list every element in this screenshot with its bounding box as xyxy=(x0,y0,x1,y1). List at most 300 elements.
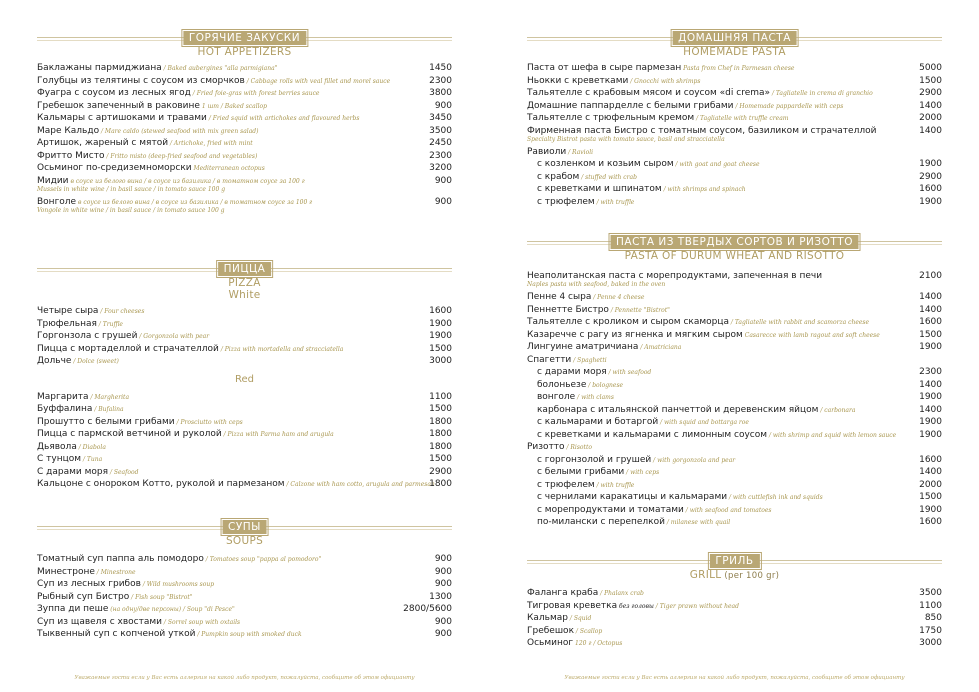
menu-item xyxy=(37,428,452,441)
item-description: / Four cheeses xyxy=(98,308,145,315)
menu-item xyxy=(37,603,452,616)
item-description: / with gorgonzola and pear xyxy=(651,456,736,464)
menu-item xyxy=(527,637,942,650)
item-description: / Tagliatelle with rabbit and scamorza cheese xyxy=(729,319,870,326)
item-description: / Bufalina xyxy=(92,406,124,413)
item-description: / milanese with quail xyxy=(664,519,731,526)
item-name: Вонголе xyxy=(37,196,77,207)
item-description: Casarecce with lamb ragout and soft cheese xyxy=(742,331,880,339)
item-description: / Squid xyxy=(567,615,592,622)
item-name: с белыми грибами xyxy=(537,467,625,477)
item-name: Дьявола xyxy=(37,441,77,452)
menu-item xyxy=(37,100,452,113)
item-price: 1750 xyxy=(919,625,942,636)
item-price: 900 xyxy=(434,616,452,627)
menu-item xyxy=(527,625,942,638)
item-description: Pasta from Chef in Parmesan cheese xyxy=(681,65,795,72)
pizza-white-label: White xyxy=(228,289,261,301)
item-name: Пицца с мортаделлой и страчателлой xyxy=(37,343,219,354)
item-description: / Prosciutto with ceps xyxy=(174,418,243,426)
menu-item xyxy=(37,175,452,196)
item-name: Гребешок xyxy=(527,625,575,636)
menu-item xyxy=(37,162,452,175)
item-price: 2300 xyxy=(429,75,452,86)
item-name: с чернилами каракатицы и кальмарами xyxy=(537,492,728,502)
menu-list xyxy=(527,270,942,529)
menu-item xyxy=(527,441,942,454)
section-subtitle: PASTA OF DURUM WHEAT AND RISOTTO xyxy=(624,250,845,262)
left-page xyxy=(0,0,489,692)
item-price: 1900 xyxy=(919,196,942,207)
item-name: Трюфельная xyxy=(37,318,97,329)
item-price: 1450 xyxy=(429,63,452,73)
item-name: с дарами моря xyxy=(537,367,607,377)
item-name: Осьминог по-средиземноморски xyxy=(37,163,192,173)
item-name: Суп из лесных грибов xyxy=(37,579,141,589)
item-price: 850 xyxy=(924,613,942,623)
menu-item xyxy=(37,553,452,566)
item-description: / Tomatoes soup "pappa al pomodoro" xyxy=(203,556,322,563)
item-name: по-милански с перепелкой xyxy=(537,517,665,527)
item-price: 2000 xyxy=(919,113,942,123)
item-name: с козленком и козьим сыром xyxy=(537,159,674,169)
item-description: / Artichoke, fried with mint xyxy=(168,140,253,147)
item-name: с креветками и кальмарами с лимонным соусом xyxy=(537,429,768,440)
item-name: Паста от шефа в сыре пармезан xyxy=(527,63,682,73)
allergy-footer-note: Уважаемые гости если у Вас есть аллергия на какой либо продукт, пожалуйста, сообщите об этом официанту xyxy=(74,675,415,681)
item-price: 3200 xyxy=(429,163,452,173)
menu-item xyxy=(37,566,452,579)
menu-item xyxy=(37,112,452,125)
item-name: Пенне 4 сыра xyxy=(527,292,592,302)
item-description: Mediterranean octopus xyxy=(191,165,265,172)
section-hot-appetizers xyxy=(37,31,452,217)
menu-item xyxy=(37,150,452,163)
menu-item xyxy=(527,87,942,100)
item-name: Кальмары с артишоками и травами xyxy=(37,113,207,123)
item-price: 900 xyxy=(434,175,452,186)
item-name: Минестроне xyxy=(37,566,95,577)
item-name: Суп из щавеля с хвостами xyxy=(37,616,163,627)
item-price: 1900 xyxy=(919,429,942,440)
menu-item xyxy=(37,343,452,356)
menu-list xyxy=(527,587,942,650)
item-name: Четыре сыра xyxy=(37,306,99,316)
item-name: Равиоли xyxy=(527,146,567,157)
item-price: 3500 xyxy=(919,588,942,598)
item-description-en: Vongole in white wine / in basil sauce / in tomato sauce 100 g xyxy=(37,206,225,214)
menu-item xyxy=(527,125,942,146)
item-price: 1600 xyxy=(919,317,942,327)
item-description: в соусе из белого вина / в соусе из базилика / в томатном соусе за 100 г xyxy=(68,177,305,185)
item-price: 1400 xyxy=(919,404,942,415)
menu-item xyxy=(527,379,942,392)
menu-item xyxy=(37,355,452,368)
item-price: 2900 xyxy=(919,88,942,98)
item-price: 1500 xyxy=(429,454,452,464)
section-title: ПАСТА ИЗ ТВЕРДЫХ СОРТОВ И РИЗОТТО xyxy=(610,235,859,249)
menu-item xyxy=(527,341,942,354)
section-header xyxy=(37,262,452,276)
item-price: 2300 xyxy=(919,367,942,377)
menu-item xyxy=(37,416,452,429)
section-pizza xyxy=(37,262,452,491)
menu-item xyxy=(527,146,942,159)
menu-item xyxy=(527,100,942,113)
menu-list xyxy=(37,62,452,217)
item-name: Маре Кальдо xyxy=(37,125,100,136)
item-price: 1400 xyxy=(919,100,942,111)
item-name: с морепродуктами и томатами xyxy=(537,504,684,515)
menu-list xyxy=(37,553,452,641)
menu-item xyxy=(527,291,942,304)
menu-item xyxy=(527,316,942,329)
section-subtitle xyxy=(527,569,942,582)
item-description: / Seafood xyxy=(108,468,139,476)
menu-item xyxy=(527,304,942,317)
item-name: Осьминог xyxy=(527,638,574,648)
item-description: / Tagliatelle with truffle cream xyxy=(694,115,789,122)
item-price: 900 xyxy=(434,629,452,639)
item-description: / with shrimp and squid with lemon sauce xyxy=(767,431,897,439)
item-name: Фирменная паста Бистро с томатным соусом, базиликом и страчателлой xyxy=(527,125,877,136)
menu-item xyxy=(527,516,942,529)
item-description: / Phalanx crab xyxy=(598,590,644,597)
item-price: 1600 xyxy=(919,517,942,527)
menu-item xyxy=(527,404,942,417)
item-price: 1900 xyxy=(919,159,942,169)
item-description: / with seafood and tomatoes xyxy=(683,506,772,514)
item-name: Маргарита xyxy=(37,391,89,402)
menu-item xyxy=(527,366,942,379)
item-description: / Cabbage rolls with veal fillet and morel sauce xyxy=(244,77,391,85)
item-price: 1800 xyxy=(429,441,452,452)
item-price: 1400 xyxy=(919,379,942,390)
item-name: Тыквенный суп с копченой уткой xyxy=(37,629,196,639)
item-price: 1400 xyxy=(919,292,942,302)
item-price: 1500 xyxy=(919,75,942,86)
item-description-en: Mussels in white wine / in basil sauce / in tomato sauce 100 g xyxy=(37,185,226,193)
item-price: 1500 xyxy=(429,404,452,414)
item-description: / Minestrone xyxy=(94,568,136,576)
item-price: 1900 xyxy=(429,331,452,341)
item-description: (на одну/две персоны) / Soup "di Pesce" xyxy=(108,606,235,613)
section-durum-pasta xyxy=(527,235,942,529)
section-title: СУПЫ xyxy=(222,520,267,534)
item-description: / with truffle xyxy=(594,198,635,206)
item-description: / stuffed with crab xyxy=(579,173,637,181)
menu-item xyxy=(37,591,452,604)
item-name: Баклажаны пармиджиана xyxy=(37,63,162,73)
item-description: / Homemade pappardelle with ceps xyxy=(733,102,844,110)
item-description: / carbonara xyxy=(818,406,856,414)
item-description: / Truffle xyxy=(96,320,123,328)
item-price: 1900 xyxy=(919,417,942,427)
item-name: Тальятелле с крабовым мясом и соусом «di crema» xyxy=(527,88,771,98)
menu-item xyxy=(37,318,452,331)
item-description: / with shrimps and spinach xyxy=(661,186,746,193)
item-price: 1900 xyxy=(919,392,942,402)
section-subtitle: PIZZA xyxy=(228,277,261,289)
item-name: болоньезе xyxy=(537,379,587,390)
item-name: Дольче xyxy=(37,356,72,366)
menu-item xyxy=(527,454,942,467)
item-price: 900 xyxy=(434,566,452,577)
menu-item xyxy=(527,75,942,88)
menu-item xyxy=(527,391,942,404)
section-grill xyxy=(527,554,942,650)
item-description: / with clams xyxy=(575,394,614,401)
item-price: 1800 xyxy=(429,479,452,489)
item-price: 2900 xyxy=(919,171,942,182)
item-name: Лингуине аматричиана xyxy=(527,342,639,352)
menu-item xyxy=(527,62,942,75)
menu-item xyxy=(37,125,452,138)
item-description: / Margherita xyxy=(88,393,130,401)
menu-item xyxy=(37,466,452,479)
item-description: / Wild mushrooms soup xyxy=(140,581,215,588)
item-name: карбонара с итальянской панчеттой и деревенским яйцом xyxy=(537,404,819,415)
item-description: / Sorrel soup with oxtails xyxy=(162,618,241,626)
menu-item xyxy=(527,183,942,196)
item-price: 900 xyxy=(434,554,452,564)
item-description: / with goat and goat cheese xyxy=(673,161,760,168)
item-name: Фуагра с соусом из лесных ягод xyxy=(37,88,191,98)
menu-item xyxy=(527,491,942,504)
item-name: с креветками и шпинатом xyxy=(537,184,662,194)
pizza-red-label: Red xyxy=(235,373,254,385)
item-name: Казаречче с рагу из ягненка и мягким сыром xyxy=(527,329,743,340)
menu-item xyxy=(527,158,942,171)
menu-item xyxy=(527,270,942,291)
item-name: С дарами моря xyxy=(37,466,109,477)
grill-subtitle-note: (per 100 gr) xyxy=(721,571,780,581)
item-price: 3450 xyxy=(429,113,452,123)
item-description: / with cuttlefish ink and squids xyxy=(727,494,823,501)
item-description: / Penne 4 cheese xyxy=(591,294,645,301)
section-header xyxy=(37,520,452,534)
section-header xyxy=(527,235,942,249)
item-price: 2300 xyxy=(429,150,452,161)
menu-item xyxy=(37,453,452,466)
item-description: / Pumpkin soup with smoked duck xyxy=(195,631,302,638)
right-page xyxy=(490,0,979,692)
menu-list xyxy=(527,62,942,208)
section-title: ГОРЯЧИЕ ЗАКУСКИ xyxy=(183,31,306,45)
item-price: 2800/5600 xyxy=(403,604,452,614)
menu-item xyxy=(37,578,452,591)
item-description: / Pizza with Parma ham and arugula xyxy=(221,431,334,438)
item-name: Гребешок запеченный в раковине xyxy=(37,100,200,111)
item-description: / Gnocchi with shrimps xyxy=(628,77,701,85)
menu-item xyxy=(37,391,452,404)
item-name: Кальмар xyxy=(527,613,568,623)
item-name: с горгонзолой и грушей xyxy=(537,454,652,465)
menu-item xyxy=(37,330,452,343)
item-description: / Pennette "Bistrot" xyxy=(608,306,670,314)
item-price: 1400 xyxy=(919,304,942,315)
item-description: / Tagliatelle in crema di granchio xyxy=(770,90,873,97)
item-price: 3000 xyxy=(429,356,452,366)
item-name: Буффалина xyxy=(37,404,93,414)
item-description: / with seafood xyxy=(606,369,652,376)
menu-item xyxy=(37,403,452,416)
menu-item xyxy=(527,354,942,367)
item-description: / Gorgonzola with pear xyxy=(137,333,210,340)
menu-item xyxy=(527,429,942,442)
grill-subtitle-text: GRILL xyxy=(689,569,722,581)
item-name: Фритто Мисто xyxy=(37,150,105,161)
item-name: Горгонзола с грушей xyxy=(37,331,138,341)
item-name: Кальцоне с онороком Котто, руколой и пармезаном xyxy=(37,479,285,489)
item-price: 900 xyxy=(434,579,452,589)
item-note: без головы xyxy=(617,602,654,610)
item-name: вонголе xyxy=(537,392,576,402)
item-name: Тальятелле с кроликом и сыром скаморца xyxy=(527,317,730,327)
item-description: / Pizza with mortadella and stracciatella xyxy=(218,345,344,353)
item-description: 120 г / Octopus xyxy=(573,640,623,647)
item-price: 1800 xyxy=(429,429,452,439)
menu-item xyxy=(527,416,942,429)
item-name: Прошутто с белыми грибами xyxy=(37,416,175,427)
item-price: 1400 xyxy=(919,125,942,136)
menu-item xyxy=(527,112,942,125)
item-description: / Spaghetti xyxy=(571,356,607,364)
item-name: с трюфелем xyxy=(537,196,595,207)
item-name: Зуппа ди пеше xyxy=(37,604,109,614)
section-soups xyxy=(37,520,452,641)
item-description-en: Naples pasta with seafood, baked in the oven xyxy=(527,281,666,288)
menu-item xyxy=(37,196,452,217)
menu-item xyxy=(37,137,452,150)
item-name: Ризотто xyxy=(527,442,565,452)
item-description: / Baked aubergines "alla parmigiana" xyxy=(161,65,278,72)
menu-list xyxy=(37,391,452,491)
item-description-en: Specialty Bistrot pasta with tomato sauce, basil and stracciatella xyxy=(527,135,725,143)
item-description: / with truffle xyxy=(594,481,635,489)
item-price: 1300 xyxy=(429,591,452,602)
section-homemade-pasta xyxy=(527,31,942,208)
section-title: ДОМАШНЯЯ ПАСТА xyxy=(672,31,797,45)
item-description: 1 шт / Baked scallop xyxy=(199,102,268,110)
allergy-footer-note: Уважаемые гости если у Вас есть аллергия на какой либо продукт, пожалуйста, сообщите об этом официанту xyxy=(564,675,905,681)
item-price: 1100 xyxy=(919,600,942,611)
item-price: 3000 xyxy=(919,638,942,648)
item-description: / with squid and bottarga roe xyxy=(658,419,749,426)
item-name: Пеннетте Бистро xyxy=(527,304,609,315)
menu-item xyxy=(527,466,942,479)
item-price: 1800 xyxy=(429,416,452,427)
menu-item xyxy=(37,87,452,100)
item-description: / Fried foie-gras with forest berries sauce xyxy=(190,90,320,97)
item-price: 1500 xyxy=(919,329,942,340)
menu-item xyxy=(37,478,452,491)
item-name: Тальятелле с трюфельным кремом xyxy=(527,113,695,123)
section-header xyxy=(37,31,452,45)
item-name: Неаполитанская паста с морепродуктами, запеченная в печи xyxy=(527,271,823,281)
item-price: 1600 xyxy=(919,454,942,465)
item-description: / Ravioli xyxy=(566,148,594,156)
menu-item xyxy=(527,171,942,184)
menu-item xyxy=(37,62,452,75)
item-price: 1500 xyxy=(429,343,452,354)
menu-item xyxy=(527,329,942,342)
item-description: / Fried squid with artichokes and flavoured herbs xyxy=(206,115,360,122)
section-header xyxy=(527,31,942,45)
item-name: Пицца с пармской ветчиной и руколой xyxy=(37,429,222,439)
item-description: / Diabola xyxy=(76,443,106,451)
item-name: Томатный суп паппа аль помодоро xyxy=(37,554,204,564)
item-price: 1400 xyxy=(919,467,942,477)
section-title: ГРИЛЬ xyxy=(709,554,759,568)
section-subtitle: SOUPS xyxy=(225,535,264,547)
item-name: Ньокки с креветками xyxy=(527,75,629,86)
menu-item xyxy=(527,479,942,492)
item-description: / Dolce (sweet) xyxy=(71,358,119,365)
menu-item xyxy=(527,612,942,625)
item-name: Домашние паппарделле с белыми грибами xyxy=(527,100,734,111)
item-name: Тигровая креветка xyxy=(527,600,618,611)
item-description: / Amatriciana xyxy=(638,344,682,351)
item-description: / Fritto misto (deep-fried seafood and vegetables) xyxy=(104,152,258,160)
item-price: 1600 xyxy=(429,306,452,316)
item-price: 1900 xyxy=(919,342,942,352)
section-subtitle: HOMEMADE PASTA xyxy=(683,46,786,58)
item-description: / Tuna xyxy=(81,456,103,463)
item-price: 3800 xyxy=(429,88,452,98)
item-name: Фаланга краба xyxy=(527,588,599,598)
item-price: 1900 xyxy=(919,504,942,515)
item-price: 900 xyxy=(434,196,452,207)
menu-item xyxy=(37,305,452,318)
menu-item xyxy=(37,616,452,629)
item-name: Мидии xyxy=(37,175,69,186)
item-description: / Mare caldo (stewed seafood with mix green salad) xyxy=(99,127,259,135)
item-price: 1600 xyxy=(919,184,942,194)
menu-item xyxy=(37,75,452,88)
item-price: 2900 xyxy=(429,466,452,477)
item-description: / Risotto xyxy=(564,444,592,451)
item-description: / Calzone with ham cotto, arugula and parmesan xyxy=(284,481,435,488)
item-price: 2000 xyxy=(919,479,942,490)
section-subtitle: HOT APPETIZERS xyxy=(197,46,292,58)
item-description: / Scallop xyxy=(574,627,603,635)
item-name: Артишок, жареный с мятой xyxy=(37,138,169,148)
item-name: С тунцом xyxy=(37,454,82,464)
section-title: ПИЦЦА xyxy=(218,262,272,276)
item-price: 3500 xyxy=(429,125,452,136)
item-description: / Tiger prawn without head xyxy=(653,602,739,610)
menu-item xyxy=(527,504,942,517)
item-price: 1100 xyxy=(429,391,452,402)
item-name: Голубцы из телятины с соусом из сморчков xyxy=(37,75,245,86)
item-name: Спагетти xyxy=(527,354,572,365)
menu-list xyxy=(37,305,452,368)
item-description: / bolognese xyxy=(586,381,624,389)
item-price: 1500 xyxy=(919,492,942,502)
item-price: 2450 xyxy=(429,138,452,148)
item-name: Рыбный суп Бистро xyxy=(37,591,130,602)
item-name: с крабом xyxy=(537,171,580,182)
menu-item xyxy=(527,600,942,613)
item-description: / Fish soup "Bistrot" xyxy=(129,593,193,601)
item-price: 5000 xyxy=(919,63,942,73)
item-price: 2100 xyxy=(919,271,942,281)
item-name: с кальмарами и ботаргой xyxy=(537,417,659,427)
section-header xyxy=(527,554,942,568)
menu-item xyxy=(527,587,942,600)
item-name: с трюфелем xyxy=(537,479,595,490)
